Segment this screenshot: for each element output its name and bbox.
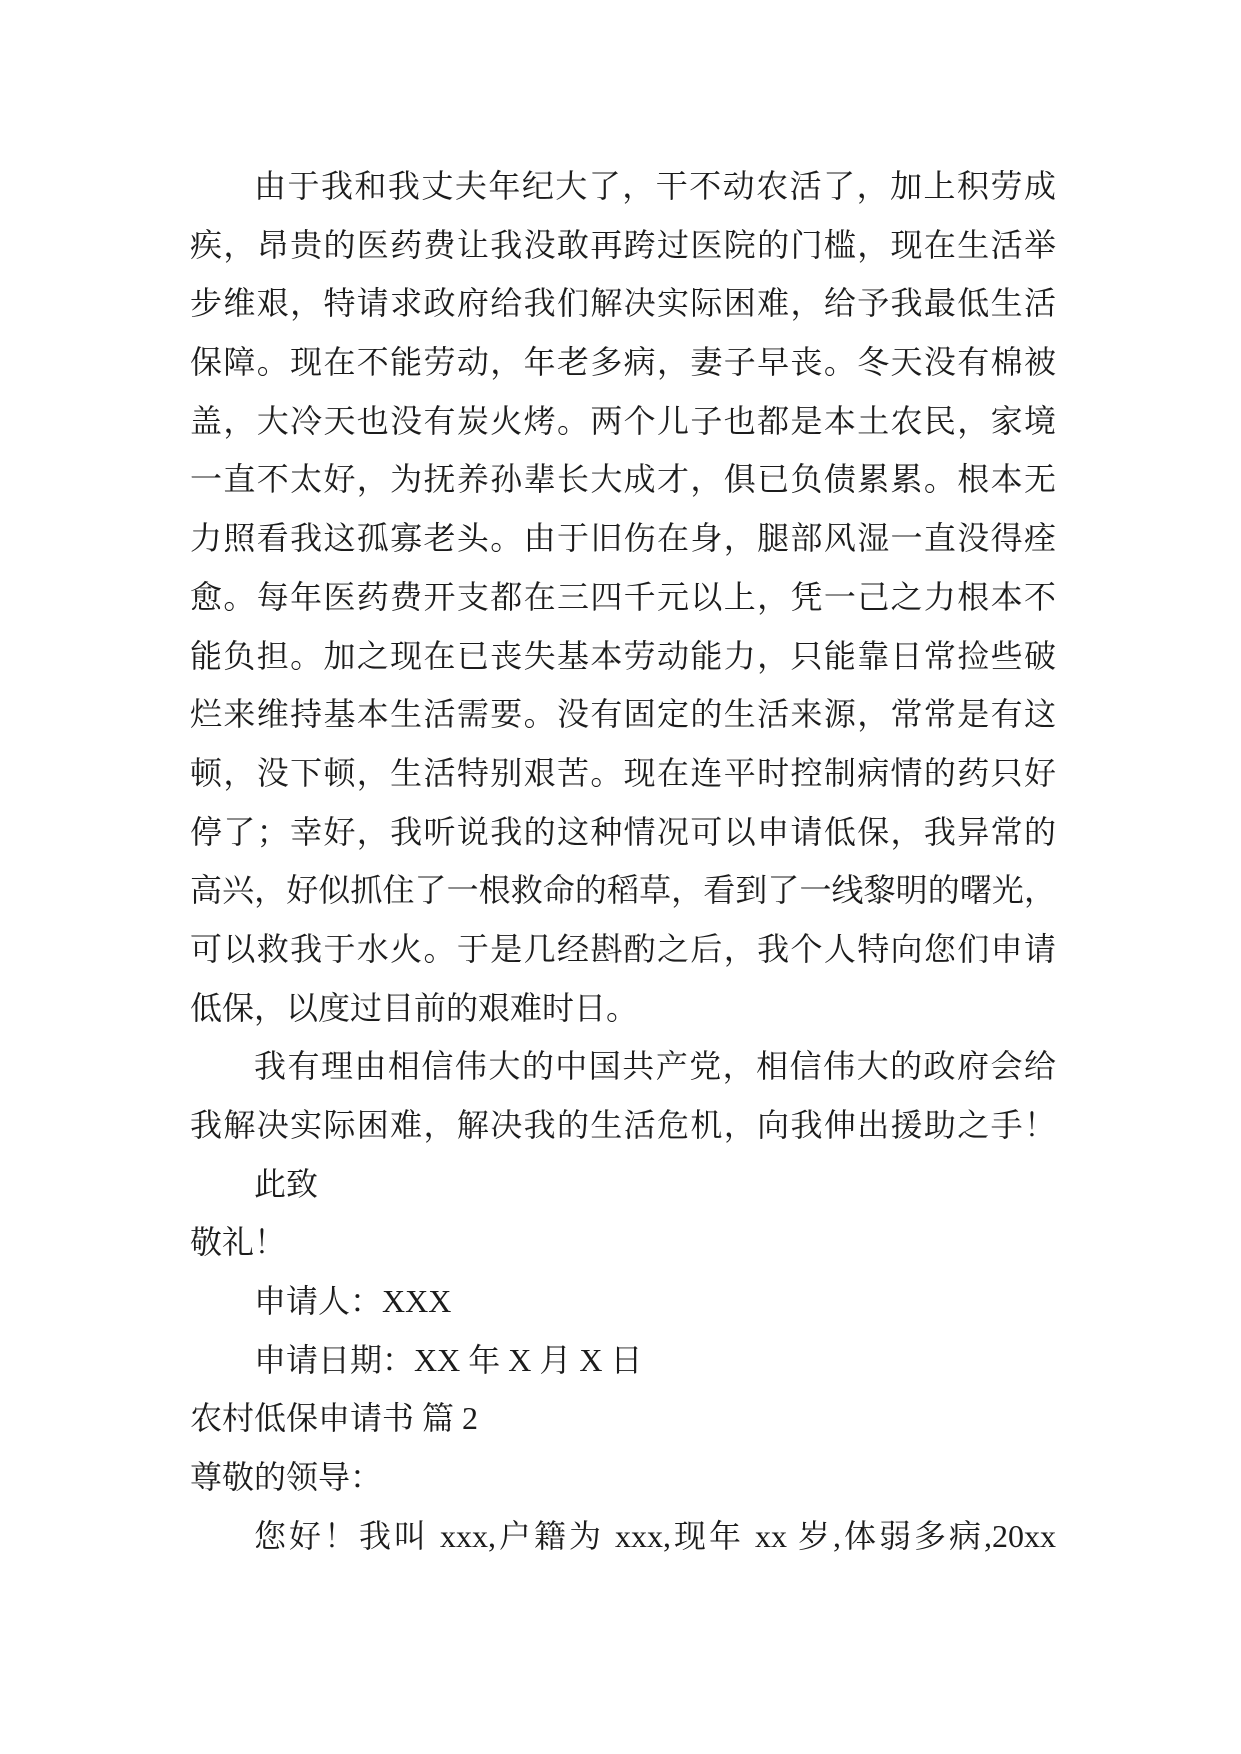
- paragraph-line: 我解决实际困难，解决我的生活危机，向我伸出援助之手！: [190, 1107, 1056, 1143]
- closing-regards: 敬礼！: [190, 1224, 287, 1261]
- closing: [190, 1155, 1056, 1272]
- paragraph-line: 盖，大冷天也没有炭火烤。两个儿子也都是本土农民，家境: [190, 402, 1056, 439]
- paragraph-line: 保障。现在不能劳动，年老多病，妻子早丧。冬天没有棉被: [190, 344, 1056, 381]
- paragraph-line: 能负担。加之现在已丧失基本劳动能力，只能靠日常捡些破: [190, 637, 1056, 674]
- paragraph-line: 步维艰，特请求政府给我们解决实际困难，给予我最低生活: [190, 285, 1056, 322]
- document-page: [190, 157, 1056, 1566]
- greeting: 尊敬的领导：: [190, 1459, 383, 1496]
- closing-salutation: 此致: [254, 1165, 319, 1202]
- signature-block: [190, 1272, 1056, 1389]
- paragraph-line: 力照看我这孤寡老头。由于旧伤在身，腿部风湿一直没得痊: [190, 520, 1056, 557]
- paragraph-1: [190, 157, 1056, 1037]
- opening-line: 您好！我叫 xxx,户籍为 xxx,现年 xx 岁,体弱多病,20xx: [254, 1517, 1056, 1554]
- paragraph-line: 愈。每年医药费开支都在三四千元以上，凭一己之力根本不: [190, 578, 1056, 615]
- paragraph-line: 我有理由相信伟大的中国共产党，相信伟大的政府会给: [254, 1048, 1056, 1085]
- paragraph-line: 烂来维持基本生活需要。没有固定的生活来源，常常是有这: [190, 696, 1056, 733]
- paragraph-2: [190, 1037, 1056, 1154]
- paragraph-line: 低保，以度过目前的艰难时日。: [190, 989, 639, 1026]
- paragraph-line: 一直不太好，为抚养孙辈长大成才，俱已负债累累。根本无: [190, 461, 1056, 498]
- next-letter: [190, 1389, 1056, 1565]
- applicant-line: 申请人：XXX: [254, 1283, 452, 1320]
- paragraph-line: 由于我和我丈夫年纪大了，干不动农活了，加上积劳成: [254, 168, 1056, 204]
- paragraph-line: 顿，没下顿，生活特别艰苦。现在连平时控制病情的药只好: [190, 754, 1056, 791]
- paragraph-line: 高兴，好似抓住了一根救命的稻草，看到了一线黎明的曙光，: [190, 872, 1056, 909]
- paragraph-line: 可以救我于水火。于是几经斟酌之后，我个人特向您们申请: [190, 930, 1056, 967]
- section-heading: 农村低保申请书 篇 2: [190, 1400, 479, 1437]
- application-date: 申请日期：XX 年 X 月 X 日: [254, 1341, 643, 1378]
- paragraph-line: 疾，昂贵的医药费让我没敢再跨过医院的门槛，现在生活举: [190, 226, 1056, 263]
- paragraph-line: 停了；幸好，我听说我的这种情况可以申请低保，我异常的: [190, 813, 1056, 850]
